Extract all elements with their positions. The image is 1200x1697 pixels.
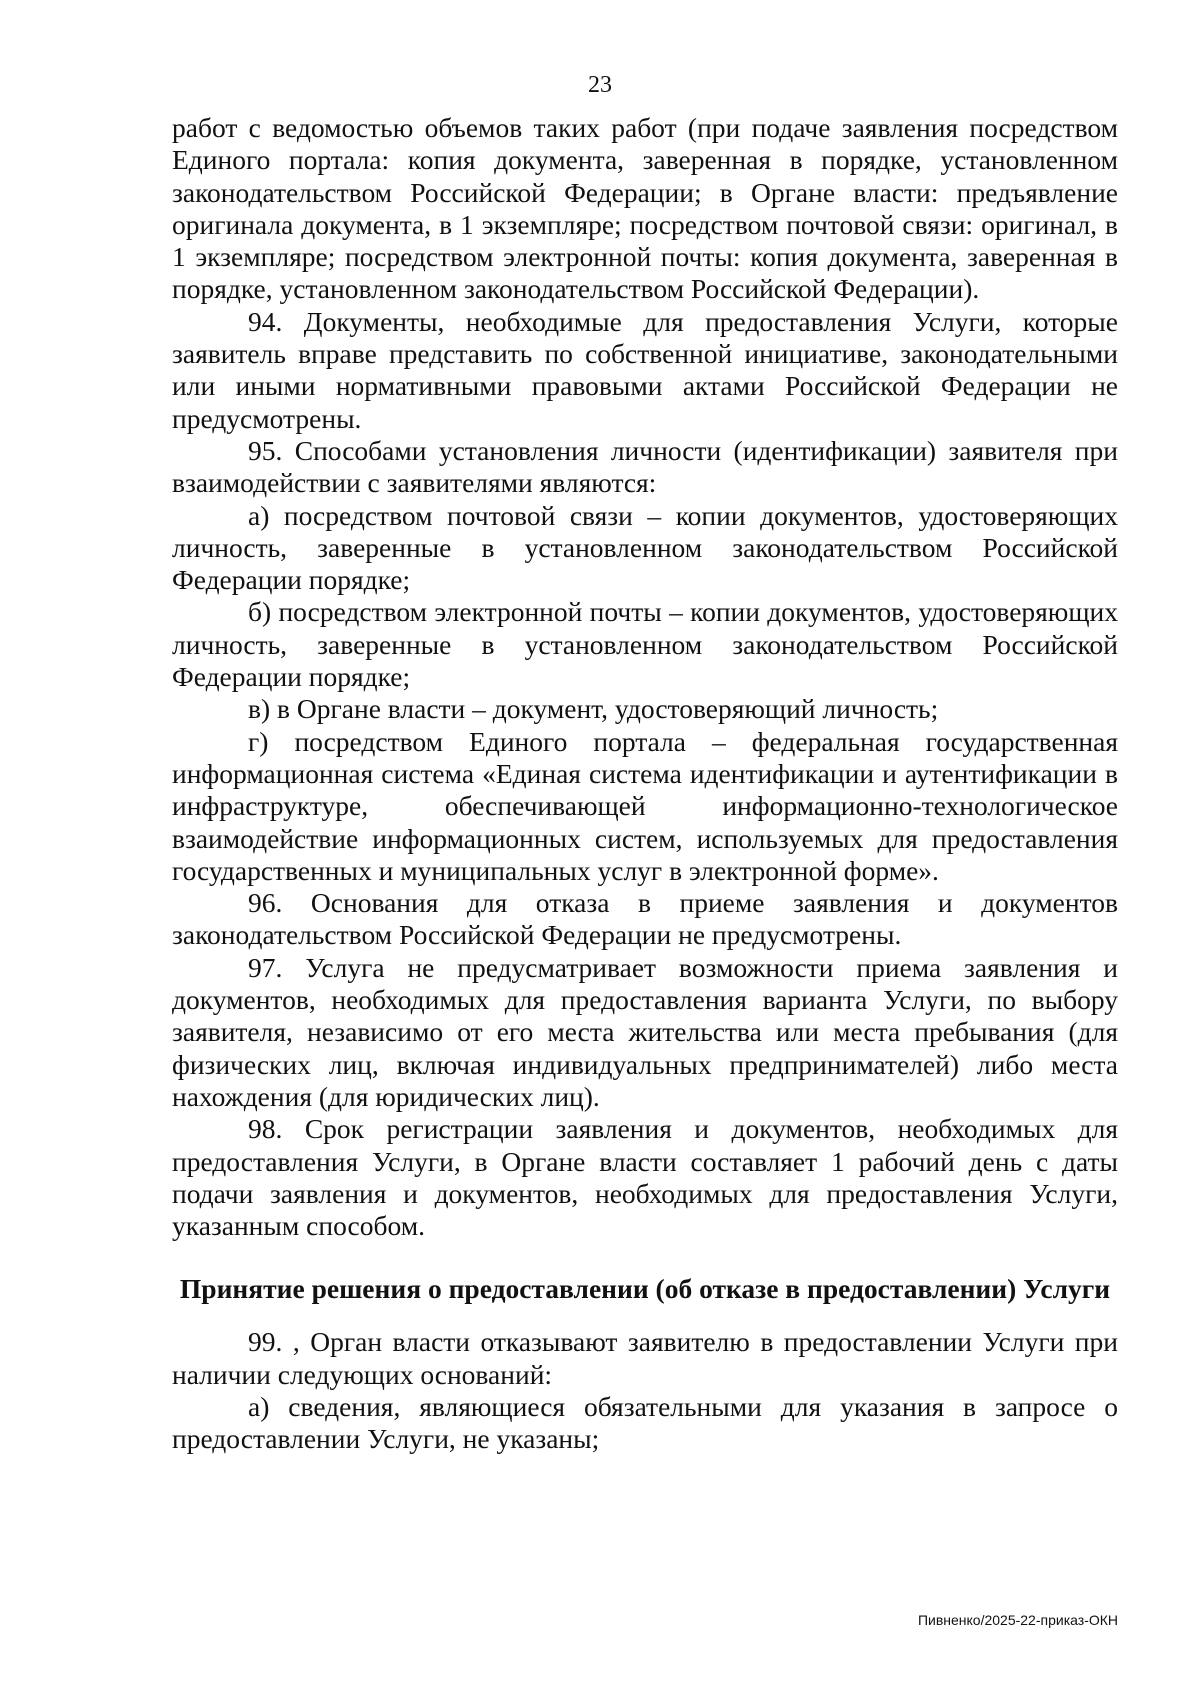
paragraph-99: 99. , Орган власти отказывают заявителю в предоставлении Услуги при наличии следующих оснований:: [172, 1326, 1118, 1390]
paragraph-98: 98. Срок регистрации заявления и документов, необходимых для предоставления Услуги, в Органе власти составляет 1 рабочий день с даты подачи заявления и документов, необходимых для предоставления Услуги, указанным способом.: [172, 1113, 1118, 1242]
paragraph-94: 94. Документы, необходимые для предоставления Услуги, которые заявитель вправе представить по собственной инициативе, законодательными или иными нормативными правовыми актами Российской Федерации не предусмотрены.: [172, 305, 1118, 434]
paragraph-95-a: а) посредством почтовой связи – копии документов, удостоверяющих личность, заверенные в установленном законодательством Российской Федерации порядке;: [172, 499, 1118, 596]
paragraph-95-b: б) посредством электронной почты – копии документов, удостоверяющих личность, заверенные в установленном законодательством Российской Федерации порядке;: [172, 596, 1118, 693]
paragraph-99-a: а) сведения, являющиеся обязательными для указания в запросе о предоставлении Услуги, не указаны;: [172, 1390, 1118, 1455]
paragraph-96: 96. Основания для отказа в приеме заявления и документов законодательством Российской Федерации не предусмотрены.: [172, 887, 1118, 951]
paragraph-continuation: работ с ведомостью объемов таких работ (при подаче заявления посредством Единого портала: копия документа, заверенная в порядке, установленном законодательством Российской Федерации; в Органе власти: предъявление оригинала документа, в 1 экземпляре; посредством почтовой связи: оригинал, в 1 экземпляре; посредством электронной почты: копия документа, заверенная в порядке, установленном законодательством Российской Федерации).: [172, 112, 1118, 305]
page-number: 23: [588, 72, 612, 98]
document-body: [172, 112, 1118, 1456]
paragraph-97: 97. Услуга не предусматривает возможности приема заявления и документов, необходимых для предоставления варианта Услуги, по выбору заявителя, независимо от его места жительства или места пребывания (для физических лиц, включая индивидуальных предпринимателей) либо места нахождения (для юридических лиц).: [172, 951, 1118, 1112]
section-heading: Принятие решения о предоставлении (об отказе в предоставлении) Услуги: [179, 1273, 1111, 1305]
footer-reference: Пивненко/2025-22-приказ-ОКН: [917, 1612, 1118, 1628]
paragraph-95-v: в) в Органе власти – документ, удостоверяющий личность;: [248, 693, 939, 725]
paragraph-95-g: г) посредством Единого портала – федеральная государственная информационная система «Единая система идентификации и аутентификации в инфраструктуре, обеспечивающей информационно-технологическое взаимодействие информационных систем, используемых для предоставления государственных и муниципальных услуг в электронной форме».: [172, 725, 1118, 886]
paragraph-95: 95. Способами установления личности (идентификации) заявителя при взаимодействии с заявителями являются:: [172, 434, 1118, 499]
